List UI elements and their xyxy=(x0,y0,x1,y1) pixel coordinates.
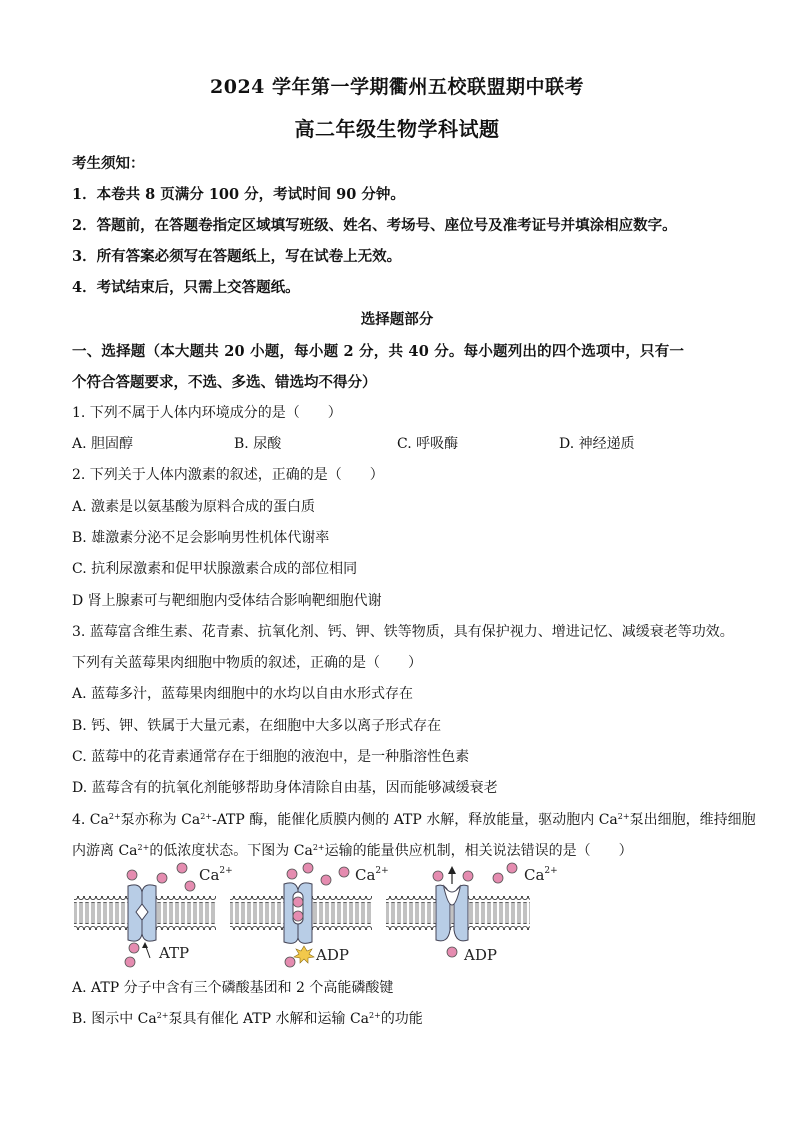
part-title: 选择题部分 xyxy=(360,311,434,328)
membrane-panel-1 xyxy=(74,863,233,967)
option-d: D. 蓝莓含有的抗氧化剂能够帮助身体清除自由基，因而能够减缓衰老 xyxy=(72,780,498,796)
membrane-panel-2 xyxy=(230,863,389,967)
membrane-panel-3 xyxy=(386,863,558,964)
option-b: B. 钙、钾、铁属于大量元素，在细胞中大多以离子形式存在 xyxy=(72,718,442,734)
option-c: C. 抗利尿激素和促甲状腺激素合成的部位相同 xyxy=(72,561,358,577)
exam-subtitle: 高二年级生物学科试题 xyxy=(294,117,500,141)
option-c: C. 蓝莓中的花青素通常存在于细胞的液泡中，是一种脂溶性色素 xyxy=(72,749,470,765)
notice-heading: 考生须知： xyxy=(72,155,145,172)
svg-text:ADP: ADP xyxy=(316,946,349,964)
calcium-pump-diagram xyxy=(72,862,572,968)
question-1-stem: 1. 下列不属于人体内环境成分的是（ ） xyxy=(72,405,342,421)
question-4-stem-cont: 内游离 $Ca^{2+}$的低浓度状态。下图为 $Ca^{2+}$运输的能量供应机制，相关说法错误的是（ ） xyxy=(72,843,633,859)
notice-item: 3．所有答案必须写在答题纸上，写在试卷上无效。 xyxy=(72,248,402,265)
option-c: C. 呼吸酶 xyxy=(397,436,459,452)
option-a: A. 激素是以氨基酸为原料合成的蛋白质 xyxy=(72,499,316,515)
svg-text:Ca2+: $Ca^{2+}$ xyxy=(355,866,389,884)
svg-text:ADP: ADP xyxy=(464,946,497,964)
svg-text:Ca2+: $Ca^{2+}$ xyxy=(524,866,558,884)
option-a: A. 胆固醇 xyxy=(72,436,134,452)
section-heading: 一、选择题（本大题共 20 小题，每小题 2 分，共 40 分。每小题列出的四个选项中，只有一 xyxy=(72,343,685,360)
question-3-stem-cont: 下列有关蓝莓果肉细胞中物质的叙述，正确的是（ ） xyxy=(72,655,422,671)
option-d: D 肾上腺素可与靶细胞内受体结合影响靶细胞代谢 xyxy=(72,593,382,609)
notice-item: 2．答题前，在答题卷指定区域填写班级、姓名、考场号、座位号及准考证号并填涂相应数字。 xyxy=(72,217,677,234)
option-b: B. 图示中 $Ca^{2+}$泵具有催化 ATP 水解和运输 $Ca^{2+}$的功能 xyxy=(72,1011,423,1027)
notice-item: 4．考试结束后，只需上交答题纸。 xyxy=(72,279,300,296)
notice-item: 1．本卷共 8 页满分 100 分，考试时间 90 分钟。 xyxy=(72,186,405,203)
option-b: B. 尿酸 xyxy=(234,436,282,452)
option-a: A. 蓝莓多汁，蓝莓果肉细胞中的水均以自由水形式存在 xyxy=(72,686,414,702)
question-2-stem: 2. 下列关于人体内激素的叙述，正确的是（ ） xyxy=(72,467,384,483)
option-d: D. 神经递质 xyxy=(559,436,635,452)
question-3-stem: 3. 蓝莓富含维生素、花青素、抗氧化剂、钙、钾、铁等物质，具有保护视力、增进记忆、减缓衰老等功效。 xyxy=(72,624,734,640)
question-4-stem: 4. $Ca^{2+}$泵亦称为 $Ca^{2+}$-ATP 酶，能催化质膜内侧的 ATP 水解，释放能量，驱动胞内 $Ca^{2+}$泵出细胞，维持细胞 xyxy=(72,812,756,828)
option-a: A. ATP 分子中含有三个磷酸基团和 2 个高能磷酸键 xyxy=(72,980,394,996)
section-heading-cont: 个符合答题要求，不选、多选、错选均不得分） xyxy=(72,374,377,391)
svg-text:Ca2+: $Ca^{2+}$ xyxy=(199,866,233,884)
svg-text:ATP: ATP xyxy=(159,944,190,962)
exam-title: 2024 学年第一学期衢州五校联盟期中联考 xyxy=(210,76,584,98)
option-b: B. 雄激素分泌不足会影响男性机体代谢率 xyxy=(72,530,330,546)
